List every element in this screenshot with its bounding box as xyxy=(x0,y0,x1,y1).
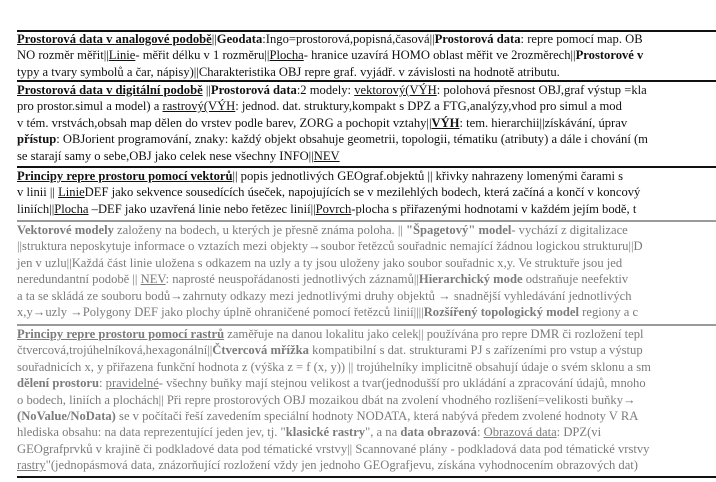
text-line xyxy=(17,64,716,80)
text-line xyxy=(17,98,716,114)
link-text: Prostorová data v analogové podobě xyxy=(17,32,212,46)
text-segment: - měřit délku v 1 rozměru|| xyxy=(135,48,270,63)
section-analog-data xyxy=(17,31,716,80)
text-segment: : xyxy=(98,376,106,391)
link-text: VÝH xyxy=(431,115,460,130)
text-line xyxy=(17,82,716,98)
bold-term: Vektorové modely xyxy=(17,223,114,237)
bold-term: Geodata xyxy=(216,32,263,46)
text-segment: : tem. hierarchii||získávání, úprav xyxy=(459,115,628,130)
bold-term: "Špagetový" xyxy=(406,223,476,237)
text-line xyxy=(17,201,716,217)
bold-term: přístup xyxy=(17,132,57,147)
divider xyxy=(17,476,716,478)
text-segment: v tém. vrstvách,obsah map dělen do vrstev podle barev, ZORG a pochopit vztahy|| xyxy=(17,115,432,130)
text-segment: typy a tvary symbolů a čar, nápisy)||Charakteristika OBJ repre graf. vyjádř. v závislosti na hodnotě atributu. xyxy=(17,64,560,79)
text-segment: DEF jako sekvence sousedících úseček, napojujících se v mezilehlých bodech, která začíná a končí v koncový xyxy=(84,185,641,200)
text-segment: se v počítači řeší zavedením speciální hodnoty NODATA, která nabývá předem zvolené hodnoty V RA xyxy=(115,408,639,423)
text-line xyxy=(17,184,716,200)
text-line xyxy=(17,148,716,164)
link-text: Plocha xyxy=(54,201,89,216)
text-line xyxy=(17,31,716,47)
text-segment: regiony a c xyxy=(579,304,639,319)
bold-term: Prostorová data xyxy=(210,83,297,97)
text-segment: || popis jednotlivých GEOgraf.objektů || křivky nahrazeny lomenými čarami s xyxy=(232,169,624,183)
bold-term: Rozšířený topologický model xyxy=(423,304,580,319)
text-line xyxy=(17,238,716,254)
link-text: Obrazová data xyxy=(483,425,557,440)
text-segment: založeny na bodech, u kterých je přesně známa poloha. || xyxy=(113,223,407,237)
text-segment: v linii || xyxy=(17,185,59,200)
link-text: pravidelné xyxy=(105,376,159,391)
text-segment: kompatibilní s dat. strukturami PJ s zařízeními pro vstup a výstup xyxy=(308,343,643,358)
text-segment: pro prostor.simul a model) a xyxy=(17,99,163,114)
text-line xyxy=(17,255,716,271)
link-text: Povrch xyxy=(315,201,352,216)
text-segment: souřadnicích x, y přiřazena funkční hodnota z (výška z = f (x, y)) || trojúhelníky implicitně obsahují údaje o svém sklonu a sm xyxy=(17,359,651,374)
text-segment: : OBJorient programování, znaky: každý objekt obsahuje geometrii, topologii, tématiku (atributy) a dále i chování (m xyxy=(56,132,648,147)
text-segment: - všechny buňky mají stejnou velikost a tvar(jednodušší pro ukládání a zpracování údajů, mnoho xyxy=(158,376,646,391)
text-line xyxy=(17,47,716,63)
text-segment: o bodech, liniích a plochách|| Při repre prostorových OBJ mozaikou dbát na zvolení vhodného rozlišení=velikosti buňky→ xyxy=(17,392,636,407)
text-line xyxy=(17,342,716,358)
section-raster-principles xyxy=(17,326,716,474)
link-text: rastry xyxy=(17,458,46,473)
bold-term: Prostorové v xyxy=(575,48,644,63)
text-segment: čtvercová,trojúhelníková,hexagonální|| xyxy=(17,343,213,358)
link-text: NEV xyxy=(313,148,340,163)
link-text: vektorový(VÝH xyxy=(354,83,437,97)
text-line xyxy=(17,375,716,391)
text-segment: : xyxy=(476,425,484,440)
text-line xyxy=(17,424,716,440)
text-line xyxy=(17,131,716,147)
text-segment: se starají samy o sebe,OBJ jako celek nese všechny INFO|| xyxy=(17,148,314,163)
bold-term: model xyxy=(475,223,512,237)
text-segment: neredundantní podobě || xyxy=(17,272,141,287)
text-segment: hlediska obsahu: na data reprezentující jeden jev, tj. " xyxy=(17,425,286,440)
text-line xyxy=(17,168,716,184)
text-segment: ||struktura neposkytuje informace o vztazích mezi objekty→soubor řetězců souřadnic nemající žádnou logickou strukturu||D xyxy=(17,239,643,254)
text-segment: x,y→uzly →Polygony DEF jako plochy úplně ohraničené pomocí řetězců linií|||| xyxy=(17,304,424,319)
section-vector-principles xyxy=(17,168,716,217)
link-text: Linie xyxy=(58,185,85,200)
text-segment: "(jednopásmová data, znázorňující rozložení vždy jen jednoho GEOgrafjevu, získána vyhodnocením obrazových dat) xyxy=(45,458,638,473)
text-segment: liniích|| xyxy=(17,201,55,216)
text-line xyxy=(17,441,716,457)
text-segment: : jednod. dat. struktury,kompakt s DPZ a FTG,analýzy,vhod pro simul a mod xyxy=(235,99,622,114)
link-text: rastrový(VÝH xyxy=(162,99,236,114)
link-text: Linie xyxy=(108,48,136,63)
text-segment: :2 modely: xyxy=(296,83,355,97)
text-line xyxy=(17,392,716,408)
text-segment: -plocha s přiřazenými hodnotami v každém jejím bodě, t xyxy=(351,201,637,216)
bold-term: Hierarchický mode xyxy=(418,272,523,287)
text-line xyxy=(17,304,716,320)
text-segment: a ta se skládá ze souboru bodů→zahrnuty odkazy mezi jednotlivými druhy objektů → snadnější vyhledávání jednotlivých xyxy=(17,288,632,303)
text-line xyxy=(17,359,716,375)
text-segment: : polohová přesnost OBJ,graf výstup =kla xyxy=(436,83,647,97)
bold-term: Prostorová data xyxy=(434,32,521,46)
text-segment: ", a na xyxy=(365,425,401,440)
text-segment: odstraňuje neefektiv xyxy=(522,272,629,287)
text-segment: : repre pomocí map. OB xyxy=(520,32,643,46)
section-digital-data xyxy=(17,82,716,164)
link-text: Plocha xyxy=(269,48,304,63)
link-text: Principy repre prostoru pomocí rastrů xyxy=(17,327,225,341)
text-line xyxy=(17,326,716,342)
text-segment: GEOgrafprvků v krajině či podkladové data pod tématické vrstvy|| Scannované plány - podkladová data pod tématické vrstvy xyxy=(17,441,650,456)
section-vector-models xyxy=(17,222,716,320)
text-line xyxy=(17,457,716,473)
text-segment: : DPZ(vi xyxy=(556,425,602,440)
text-line xyxy=(17,115,716,131)
text-line xyxy=(17,408,716,424)
text-segment: zaměřuje na danou lokalitu jako celek|| používána pro repre DMR či rozložení tepl xyxy=(224,327,644,341)
text-segment: || xyxy=(211,32,217,46)
link-text: Principy repre prostoru pomocí vektorů xyxy=(17,169,233,183)
text-line xyxy=(17,288,716,304)
text-segment: :Ingo=prostorová,popisná,časová|| xyxy=(262,32,435,46)
text-segment: NO rozměr měřit|| xyxy=(17,48,109,63)
text-line xyxy=(17,222,716,238)
bold-term: dělení prostoru xyxy=(17,376,99,391)
text-segment: - vychází z digitalizace xyxy=(511,223,628,237)
link-text: Prostorová data v digitální podobě xyxy=(17,83,203,97)
text-segment: : naprosté neuspořádanosti jednotlivých záznamů|| xyxy=(165,272,419,287)
text-segment: - hranice uzavírá HOMO oblast měřit ve 2rozměrech|| xyxy=(303,48,576,63)
bold-term: data obrazová xyxy=(400,425,477,440)
text-segment: jen v uzlu||Každá část linie uložena s odkazem na uzly a ty jsou uloženy jako soubor souřadnic x,y. Ve struktuře jsou jed xyxy=(17,255,623,270)
link-text: NEV xyxy=(140,272,166,287)
bold-term: klasické rastry xyxy=(285,425,366,440)
text-line xyxy=(17,271,716,287)
bold-term: Čtvercová mřížka xyxy=(212,343,309,358)
text-segment: –DEF jako uzavřená linie nebo řetězec linií|| xyxy=(88,201,316,216)
bold-term: (NoValue/NoData) xyxy=(17,408,116,423)
text-segment: || xyxy=(202,83,211,97)
